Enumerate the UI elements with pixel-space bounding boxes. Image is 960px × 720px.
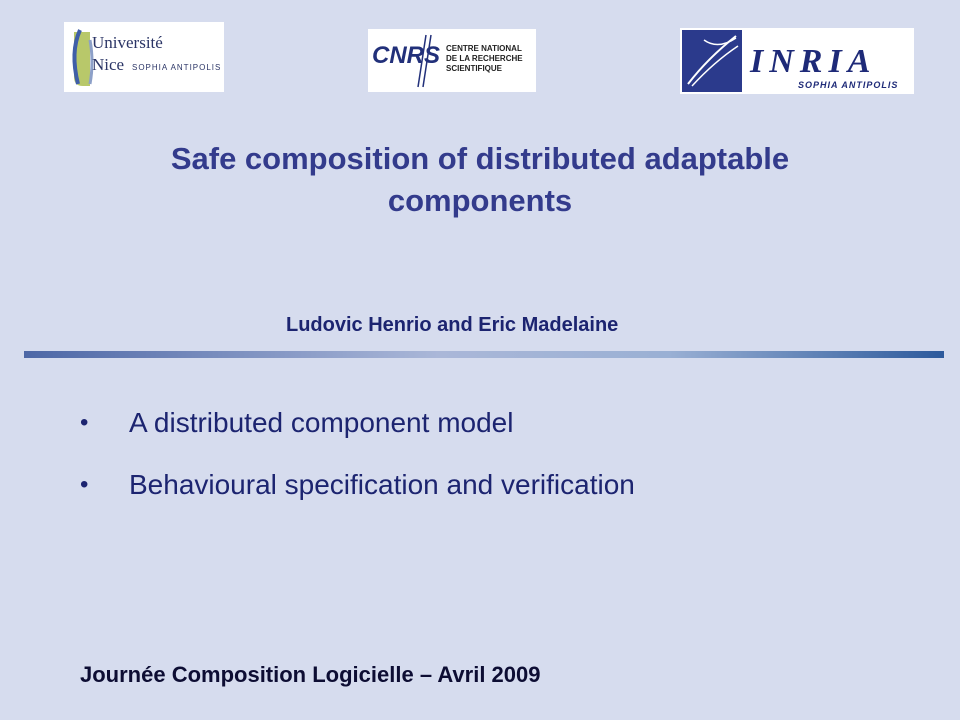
bullet-item	[80, 466, 635, 504]
bullet-marker-icon: •	[80, 471, 89, 498]
unice-logo-text-3: SOPHIA ANTIPOLIS	[132, 63, 222, 72]
divider-rule	[24, 351, 944, 358]
slide-title-line-1: Safe composition of distributed adaptable	[170, 141, 790, 176]
authors: Ludovic Henrio and Eric Madelaine	[286, 314, 619, 336]
bullet-text: Behavioural specification and verification	[129, 469, 635, 500]
cnrs-logo-graphic	[368, 29, 536, 92]
inria-logo	[680, 28, 914, 94]
cnrs-logo	[368, 29, 536, 92]
bullet-item	[80, 404, 635, 442]
universite-nice-logo	[64, 22, 224, 92]
slide-title	[40, 138, 920, 222]
unice-logo-text-1: Université	[92, 33, 163, 52]
cnrs-logo-text-1: CENTRE NATIONAL	[446, 44, 522, 53]
cnrs-logo-text-3: SCIENTIFIQUE	[446, 64, 503, 73]
unice-logo-text-2: Nice	[92, 55, 125, 74]
bullet-marker-icon: •	[80, 409, 89, 436]
universite-nice-logo-graphic	[64, 22, 224, 92]
inria-logo-name: INRIA	[750, 43, 877, 80]
bullet-list	[80, 404, 635, 528]
footer-event-label: Journée Composition Logicielle – Avril 2009	[80, 662, 541, 687]
inria-logo-subtitle: SOPHIA ANTIPOLIS	[798, 80, 899, 90]
bullet-text: A distributed component model	[129, 407, 514, 438]
cnrs-logo-mark: CNRS	[372, 42, 441, 69]
inria-logo-graphic	[680, 28, 914, 94]
cnrs-logo-text-2: DE LA RECHERCHE	[446, 54, 523, 63]
slide-title-line-2: components	[387, 183, 573, 218]
